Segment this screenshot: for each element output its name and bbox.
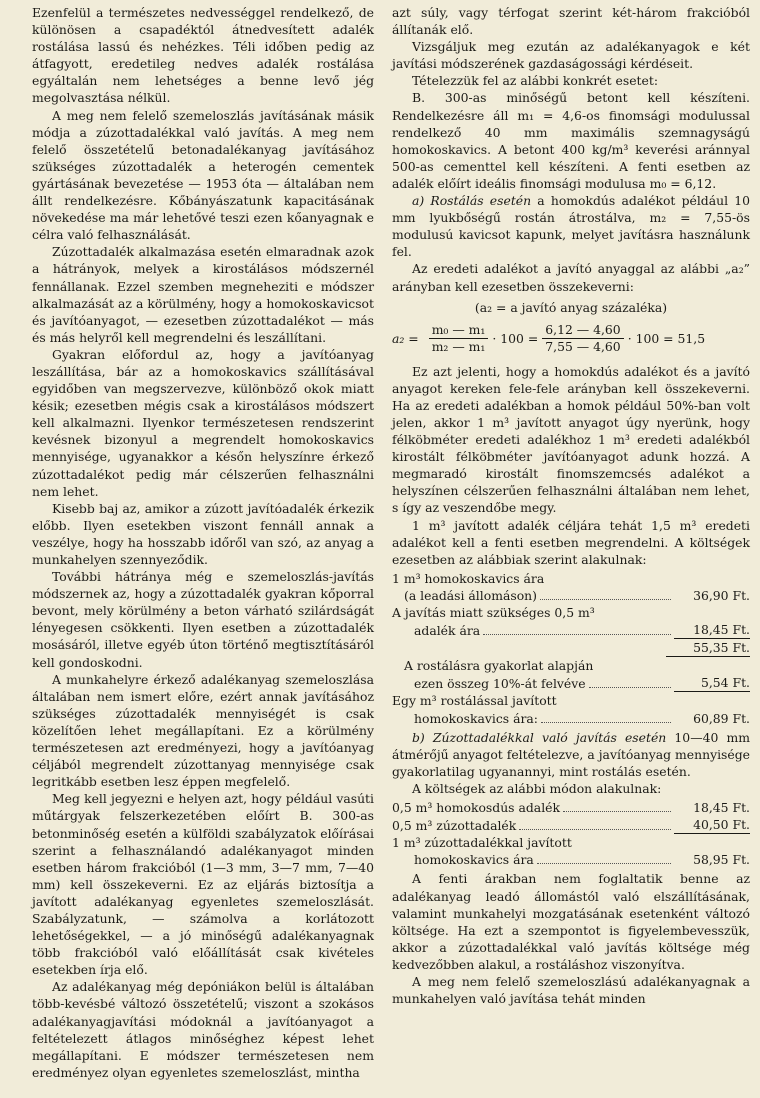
formula-lhs: a₂ =	[392, 330, 419, 346]
subtotal: 55,35 Ft.	[693, 640, 750, 656]
formula-fraction-symbolic	[429, 322, 489, 355]
formula-note: (a₂ = a javító anyag százaléka)	[474, 299, 668, 315]
paragraph	[392, 729, 750, 780]
fraction-numerator: m₀ — m₁	[429, 322, 489, 339]
paragraph: B. 300-as minőségű betont kell készíteni. Rendelkezésre áll m₁ = 4,6-os finomsági modulussal rendelkező 40 mm maximális szemnagyságú homokoskavics. A betont 400 kg/m³ keverési aránnyal 500-as cementtel kell készíteni. A fenti esetben az adalék előírt ideális finomsági modulusa m₀ = 6,12.	[392, 90, 750, 191]
formula-mid: · 100 =	[492, 330, 539, 346]
paragraph: Ez azt jelenti, hogy a homokdús adalékot és a javító anyagot kereken fele-fele arányban kell összekeverni. Ha az eredeti adalékban a homok például 50%-ban volt jelen, akkor 1 m³ javított anyagot úgy nyerünk, hogy félköbméter eredeti adalékhoz 1 m³ eredeti adalékból kirostált félköbméter javítóanyagot adunk hozzá. A megmaradó kirostált finomszemcsés adalékot a helyszínen célszerűen felhasználni általában nem lehet, s így az veszendőbe megy.	[392, 363, 750, 516]
paragraph: A meg nem felelő szemeloszlás javításának másik módja a zúzottadalékkal való javítás. A meg nem felelő összetételű betonadalékanyag javításához szükséges zúzottadalék a heterogén cementek gyártásának bevezetése — 1953 óta — általában nem állt rendelkezésre. Kőbányászatunk kapacitásának növekedése ma már lehetővé teszi ezen kőanyagnak e célra való felhasználását.	[32, 107, 374, 243]
paragraph: A fenti árakban nem foglaltatik benne az adalékanyag leadó állomástól való elszállításának, valamint munkahelyi mozgatásának esetenként változó költsége. Ha ezt a szempontot is figyelembevesszük, akkor a zúzottadalékkal való javítás költsége még kedvezőbben alakul, a rostáláshoz viszonyítva.	[392, 871, 750, 972]
formula-result: · 100 = 51,5	[627, 330, 706, 346]
paragraph: Ezenfelül a természetes nedvességgel rendelkező, de különösen a csapadéktól átnedvesített adalék rostálása lassú és nehézkes. Téli időben pedig az átfagyott, eredetileg nedves adalék rostálása egyáltalán nem lehetséges a benne levő jég megolvasztása nélkül.	[32, 5, 374, 106]
cost-table-a	[392, 570, 750, 727]
paragraph: Vizsgáljuk meg ezután az adalékanyagok e két javítási módszerének gazdaságossági kérdéseit.	[392, 39, 750, 72]
paragraph: További hátránya még e szemeloszlás-javítás módszernek az, hogy a zúzottadalék gyakran kőporral bevont, mely körülmény a beton várható szilárdságát lényegesen csökkenti. Ilyen esetben a zúzottadalék mosásáról, illetve egyéb úton történő megtisztításáról kell gondoskodni.	[32, 569, 374, 670]
leader-dots	[519, 829, 671, 830]
cost-row: 1 m³ zúzottadalékkal javított	[392, 835, 572, 851]
paragraph: Gyakran előfordul az, hogy a javítóanyag leszállítása, bár az a homokoskavics szállításával egyidőben van megszervezve, különböző okok miatt késik; ezesetben mégis csak a kirostálásos módszert kell alkalmazni. Ilyenkor természetesen rendszerint kevésnek bizonyul a megrendelt homokoskavics mennyisége, ugyanakkor a későn helyszínre érkező zúzottadalékot pedig már célszerűen felhasználni nem lehet.	[32, 346, 374, 499]
fraction-denominator: m₂ — m₁	[431, 338, 486, 354]
paragraph: Tételezzük fel az alábbi konkrét esetet:	[412, 73, 659, 89]
formula-fraction-numeric	[542, 322, 623, 355]
leader-dots	[589, 687, 671, 688]
cost-row: ezen összeg 10%-át felvéve 5,54 Ft.	[414, 675, 750, 692]
right-column	[392, 4, 750, 1007]
formula	[392, 322, 750, 355]
fraction-numerator: 6,12 — 4,60	[542, 322, 623, 339]
paragraph-text: 10—40 mm átmérőjű anyagot feltételezve, a javítóanyag mennyisége gyakorlatilag ugyanannyi, mint rostálás esetén.	[392, 729, 750, 779]
paragraph: Meg kell jegyezni e helyen azt, hogy például vasúti műtárgyak felszerkezetében előírt B. 300-as betonminőség esetén a külföldi szabályzatok előírásai szerint a felhasználandó adalékanyagot minden esetben három frakcióból (1—3 mm, 3—7 mm, 7—40 mm) kell összekeverni. Ez az eljárás biztosítja a javított adalékanyag egyenletes szemeloszlását. Szabályzatunk, — számolva a korlátozott lehetőségekkel, — a jó minőségű adalékanyagnak több frakcióból való előállítását csak kivételes esetekben írja elő.	[32, 791, 374, 978]
section-lead-b: b) Zúzottadalékkal való javítás esetén	[412, 729, 667, 745]
paragraph	[392, 192, 750, 260]
paragraph: A költségek az alábbi módon alakulnak:	[412, 780, 662, 796]
paragraph: A munkahelyre érkező adalékanyag szemeloszlása általában nem ismert előre, ezért annak javításához szükséges zúzottadalék mennyiségét is csak közelítően lehet megállapítani. Ez a körülmény természetesen azt eredményezi, hogy a javítóanyag céljából megrendelt zúzottanyag mennyisége csak legritkább esetben lesz éppen megfelelő.	[32, 671, 374, 790]
cost-row: 1 m³ homokoskavics ára	[392, 570, 545, 586]
cost-row: (a leadási állomáson) 36,90 Ft.	[404, 587, 750, 603]
paragraph: azt súly, vagy térfogat szerint két-három frakcióból állítanák elő.	[392, 5, 750, 38]
leader-dots	[537, 863, 671, 864]
paragraph: 1 m³ javított adalék céljára tehát 1,5 m³ eredeti adalékot kell a fenti esetben megrendelni. A költségek ezesetben az alábbiak szerint alakulnak:	[392, 517, 750, 567]
paragraph: Az eredeti adalékot a javító anyaggal az alábbi „a₂” arányban kell ezesetben összekeverni:	[392, 261, 750, 294]
cost-row: adalék ára 18,45 Ft.	[414, 622, 750, 639]
leader-dots	[540, 599, 671, 600]
paragraph: A meg nem felelő szemeloszlású adalékanyagnak a munkahelyen való javítása tehát minden	[392, 973, 750, 1007]
cost-row: Egy m³ rostálással javított	[392, 693, 557, 709]
cost-row: A javítás miatt szükséges 0,5 m³	[392, 605, 595, 620]
cost-row: homokoskavics ára 58,95 Ft.	[414, 852, 750, 868]
paragraph: Az adalékanyag még depóniákon belül is általában több-kevésbé változó összetételű; viszont a szokásos adalékanyagjavítási módoknál a javítóanyagot a feltételezett átlagos minőséghez képest lehet megállapítani. E módszer természetesen nem eredményez olyan egyenletes szemeloszlást, mintha	[32, 979, 374, 1080]
cost-row: homokoskavics ára: 60,89 Ft.	[414, 710, 750, 726]
paragraph: Zúzottadalék alkalmazása esetén elmaradnak azok a hátrányok, melyek a kirostálásos módszernél fennállanak. Ezzel szemben megneheziti e módszer alkalmazását az a körülmény, hogy a homokoskavicsot és javítóanyagot, — ezesetben zúzottadalékot — más és más helyről kell megrendelni és leszállítani.	[32, 244, 374, 345]
leader-dots	[563, 811, 671, 812]
leader-dots	[483, 634, 671, 635]
leader-dots	[541, 722, 671, 723]
left-column	[32, 4, 374, 1081]
cost-row: A rostálásra gyakorlat alapján	[404, 658, 594, 674]
fraction-denominator: 7,55 — 4,60	[545, 338, 621, 354]
cost-table-b	[392, 799, 750, 868]
section-lead-a: a) Rostálás esetén	[412, 193, 532, 209]
paragraph: Kisebb baj az, amikor a zúzott javítóadalék érkezik előbb. Ilyen esetekben viszont fennáll annak a veszélye, hogy ha hosszabb időről van szó, az anyag a munkahelyen szennyeződik.	[32, 500, 374, 567]
cost-row: 0,5 m³ zúzottadalék 40,50 Ft.	[392, 817, 750, 834]
cost-row: 0,5 m³ homokosdús adalék 18,45 Ft.	[392, 800, 750, 816]
paragraph-text: a homokdús adalékot például 10 mm lyukbőségű rostán átrostálva, m₂ = 7,55-ös modulusú kavicsot kapunk, melyet javításra használunk fel.	[392, 193, 750, 260]
